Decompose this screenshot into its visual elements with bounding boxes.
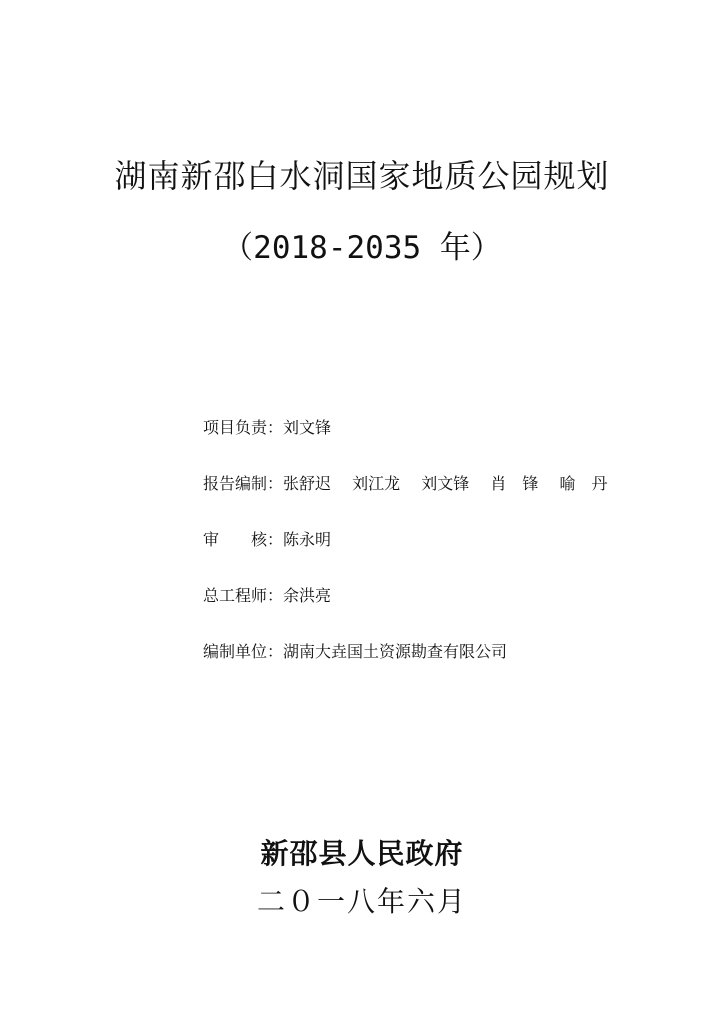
report-author-name: 喻 丹 (559, 474, 608, 493)
reviewer-label: 审 核： (203, 530, 284, 549)
compiling-unit-value: 湖南大垚国土资源勘查有限公司 (283, 642, 508, 661)
report-authors-list (283, 472, 607, 496)
report-author-name: 刘江龙 (352, 474, 401, 493)
compiling-unit-row (203, 640, 663, 664)
project-lead-label: 项目负责： (203, 418, 284, 437)
issue-date: 二０一八年六月 (256, 885, 467, 918)
chief-engineer-row (203, 584, 663, 608)
report-author-name: 刘文锋 (421, 474, 470, 493)
report-authors-row (203, 472, 663, 496)
document-title: 湖南新邵白水洞国家地质公园规划 (114, 157, 610, 195)
reviewer-value: 陈永明 (283, 530, 332, 549)
report-author-name: 肖 锋 (490, 474, 539, 493)
report-author-name: 张舒迟 (283, 474, 332, 493)
project-lead-value: 刘文锋 (283, 418, 332, 437)
compiling-unit-label: 编制单位： (203, 642, 284, 661)
credits-block (203, 416, 663, 696)
project-lead-row (203, 416, 663, 440)
report-authors-label: 报告编制： (203, 474, 284, 493)
document-subtitle: （2018-2035 年） (222, 230, 502, 266)
chief-engineer-label: 总工程师： (203, 586, 284, 605)
chief-engineer-value: 余洪亮 (283, 586, 332, 605)
issuing-authority: 新邵县人民政府 (260, 837, 464, 870)
reviewer-row (203, 528, 663, 552)
